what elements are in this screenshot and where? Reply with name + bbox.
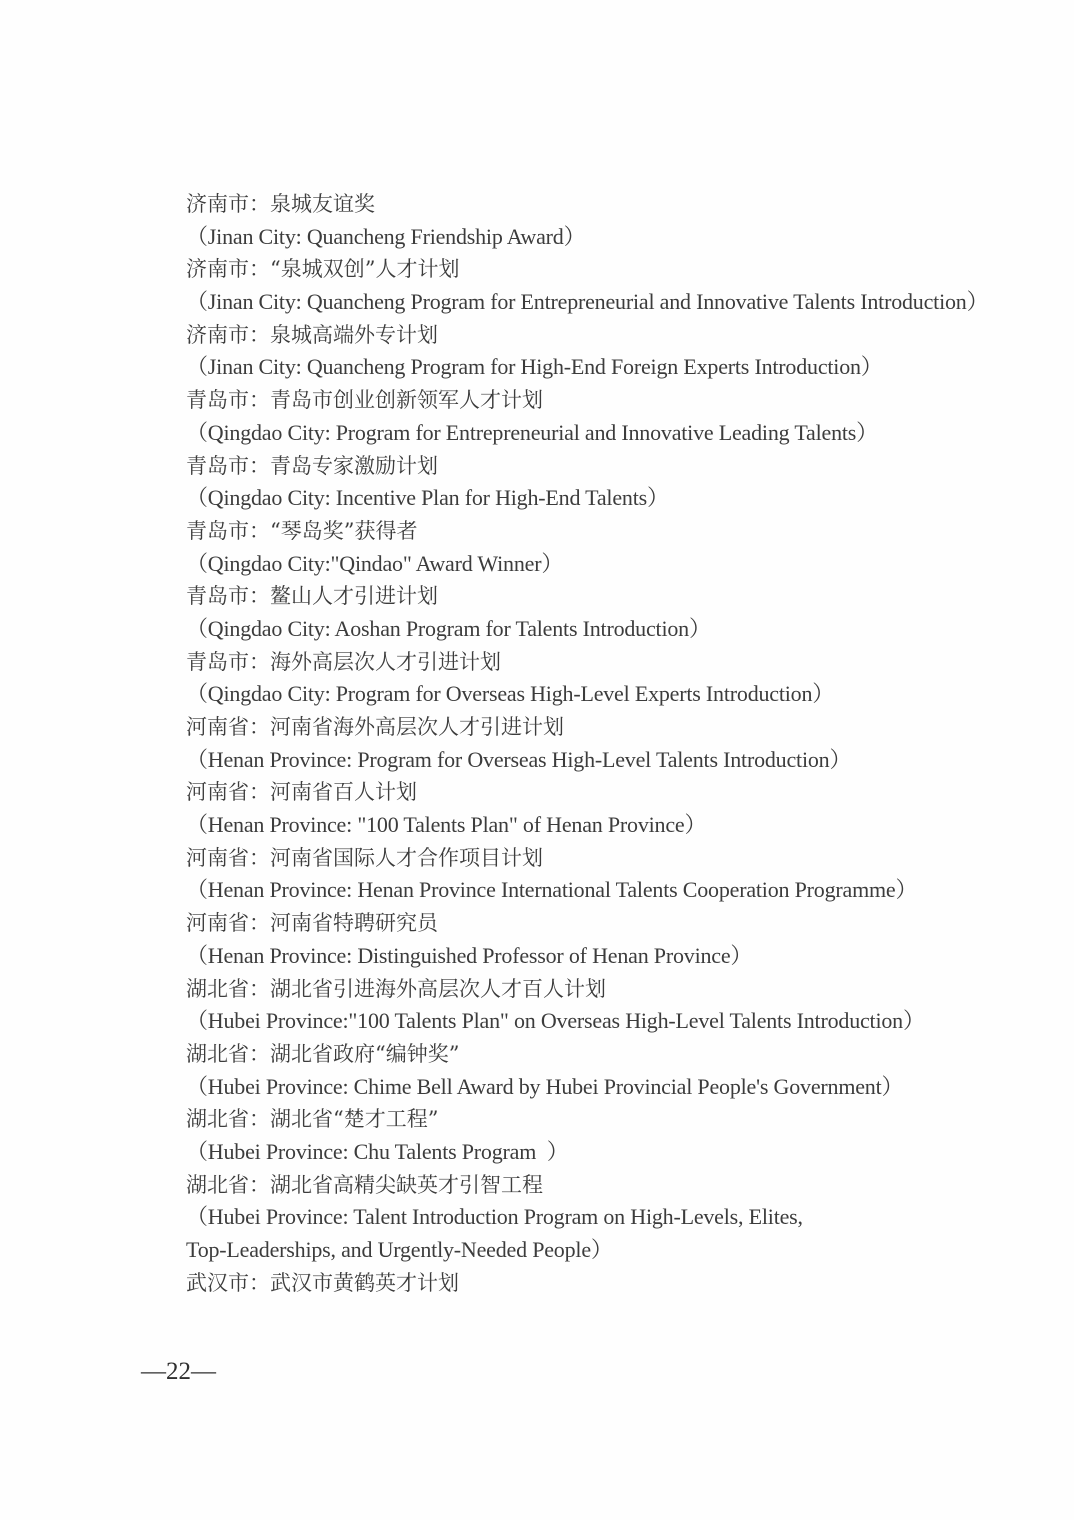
line-en: （Qingdao City: Incentive Plan for High-End Talents） bbox=[186, 485, 669, 511]
line-zh: 河南省：河南省特聘研究员 bbox=[186, 911, 438, 936]
line-en: （Qingdao City: Program for Overseas High-Level Experts Introduction） bbox=[186, 681, 835, 707]
line-en: （Qingdao City:"Qindao" Award Winner） bbox=[186, 550, 564, 576]
page-number: —22— bbox=[141, 1358, 216, 1385]
line-en: （Qingdao City: Program for Entrepreneurial and Innovative Leading Talents） bbox=[186, 419, 878, 445]
line-zh: 青岛市：“琴岛奖”获得者 bbox=[186, 518, 418, 543]
line-zh: 青岛市：青岛市创业创新领军人才计划 bbox=[186, 388, 543, 413]
document-lines bbox=[186, 188, 989, 1299]
line-en: （Henan Province: "100 Talents Plan" of Henan Province） bbox=[186, 812, 707, 838]
line-zh: 河南省：河南省百人计划 bbox=[186, 780, 417, 805]
line-zh: 河南省：河南省海外高层次人才引进计划 bbox=[186, 715, 564, 739]
line-zh: 湖北省：湖北省“楚才工程” bbox=[186, 1107, 439, 1132]
line-zh: 武汉市：武汉市黄鹤英才计划 bbox=[186, 1270, 459, 1295]
line-en-continuation: Top-Leaderships, and Urgently-Needed People） bbox=[186, 1237, 613, 1262]
line-en: （Jinan City: Quancheng Program for High-End Foreign Experts Introduction） bbox=[186, 354, 883, 380]
line-en: （Henan Province: Program for Overseas High-Level Talents Introduction） bbox=[186, 746, 852, 772]
line-zh: 湖北省：湖北省政府“编钟奖” bbox=[186, 1041, 460, 1066]
line-en: （Hubei Province: Chu Talents Program ） bbox=[186, 1138, 569, 1164]
line-en: （Hubei Province:"100 Talents Plan" on Overseas High-Level Talents Introduction） bbox=[186, 1008, 925, 1034]
line-zh: 济南市：泉城高端外专计划 bbox=[186, 322, 438, 347]
line-en: （Qingdao City: Aoshan Program for Talents Introduction） bbox=[186, 615, 711, 641]
line-en: （Henan Province: Henan Province International Talents Cooperation Programme） bbox=[186, 877, 918, 903]
line-zh: 河南省：河南省国际人才合作项目计划 bbox=[186, 845, 543, 870]
line-zh: 济南市：“泉城双创”人才计划 bbox=[186, 257, 460, 282]
line-en: （Hubei Province: Talent Introduction Program on High-Levels, Elites, bbox=[186, 1204, 803, 1230]
line-en: （Henan Province: Distinguished Professor of Henan Province） bbox=[186, 942, 753, 968]
line-en: （Jinan City: Quancheng Friendship Award） bbox=[186, 223, 586, 249]
line-zh: 济南市：泉城友谊奖 bbox=[186, 192, 375, 216]
line-zh: 青岛市：青岛专家激励计划 bbox=[186, 453, 438, 478]
line-en: （Jinan City: Quancheng Program for Entrepreneurial and Innovative Talents Introduction） bbox=[186, 289, 989, 315]
line-en: （Hubei Province: Chime Bell Award by Hubei Provincial People's Government） bbox=[186, 1073, 904, 1099]
line-zh: 湖北省：湖北省引进海外高层次人才百人计划 bbox=[186, 976, 606, 1001]
line-zh: 青岛市：海外高层次人才引进计划 bbox=[186, 649, 501, 674]
line-zh: 湖北省：湖北省高精尖缺英才引智工程 bbox=[186, 1172, 543, 1197]
line-zh: 青岛市：鳌山人才引进计划 bbox=[186, 584, 438, 609]
